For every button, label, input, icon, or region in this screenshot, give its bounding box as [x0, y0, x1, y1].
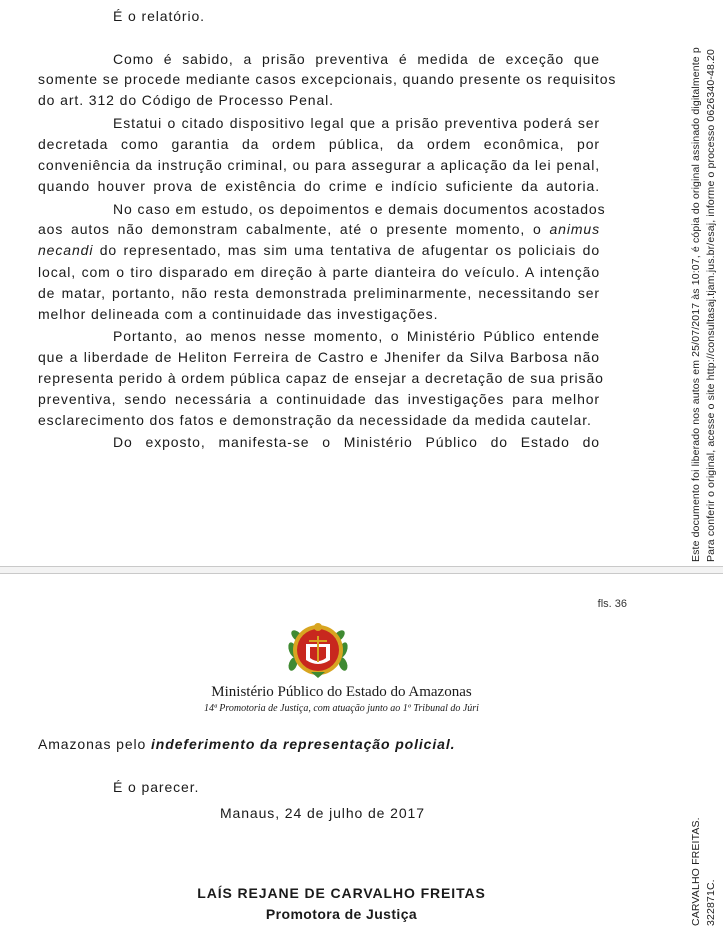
decision-text: indeferimento da representação policial. — [151, 736, 456, 752]
paragraph-4-line-2: que a liberdade de Heliton Ferreira de Castro e Jhenifer da Silva Barbosa não — [38, 349, 600, 365]
paragraph-3-line-2 — [38, 219, 600, 239]
page-number: fls. 36 — [597, 598, 627, 610]
paragraph-3-line-3 — [38, 240, 600, 260]
paragraph-2-line-3: conveniência da instrução criminal, ou para assegurar a aplicação da lei penal, — [38, 157, 600, 173]
paragraph-4-line-1: Portanto, ao menos nesse momento, o Ministério Público entende — [113, 328, 600, 344]
paragraph-3-line-5: de matar, portanto, não resta demonstrada preliminarmente, necessitando ser — [38, 285, 600, 301]
report-line: É o relatório. — [113, 8, 205, 24]
paragraph-5-line-1: Do exposto, manifesta-se o Ministério Público do Estado do — [113, 434, 600, 450]
ministerio-publico-logo — [283, 614, 353, 684]
digital-signature-stamp-2 — [683, 574, 723, 933]
paragraph-3-line-4: local, com o tiro disparado em direção à parte dianteira do veículo. A intenção — [38, 264, 600, 280]
stamp-line-1: Este documento foi liberado nos autos em 25/07/2017 às 10:07, é cópia do original assinado digitalmente p — [690, 47, 702, 562]
document-page-2 — [0, 574, 683, 933]
paragraph-3-line-2-text: aos autos não demonstram cabalmente, até o presente momento, o — [38, 221, 542, 237]
stamp-line-1: CARVALHO FREITAS. — [690, 817, 702, 926]
stamp-line-2: 322871C. — [705, 879, 717, 926]
paragraph-2-line-2: decretada como garantia da ordem pública, da ordem econômica, por — [38, 136, 600, 152]
paragraph-4-line-4: preventiva, sendo necessária a continuidade das investigações para melhor — [38, 391, 600, 407]
signer-role: Promotora de Justiça — [265, 906, 418, 922]
paragraph-3-line-1: No caso em estudo, os depoimentos e demais documentos acostados — [113, 201, 606, 217]
continuation-line — [38, 734, 455, 754]
page-separator — [0, 566, 723, 574]
paragraph-3-line-3-text: do representado, mas sim uma tentativa de afugentar os policiais do — [93, 242, 600, 258]
place-date: Manaus, 24 de julho de 2017 — [220, 805, 425, 821]
paragraph-4-line-5: esclarecimento dos fatos e demonstração da necessidade da medida cautelar. — [38, 412, 592, 428]
digital-signature-stamp — [683, 0, 723, 568]
continuation-text: Amazonas pelo — [38, 736, 151, 752]
org-subtitle: 14ª Promotoria de Justiça, com atuação junto ao 1º Tribunal do Júri — [204, 703, 479, 714]
paragraph-1-line-2: somente se procede mediante casos excepcionais, quando presente os requisitos — [38, 71, 617, 87]
parecer-line: É o parecer. — [113, 779, 200, 795]
signer-name: LAÍS REJANE DE CARVALHO FREITAS — [197, 885, 486, 901]
paragraph-4-line-3: representa perido à ordem pública capaz de ensejar a decretação de sua prisão — [38, 370, 604, 386]
paragraph-2-line-4: quando houver prova de existência do crime e indício suficiente da autoria. — [38, 178, 600, 194]
paragraph-2-line-1: Estatui o citado dispositivo legal que a prisão preventiva poderá ser — [113, 115, 600, 131]
latin-term: animus — [549, 221, 600, 237]
paragraph-1-line-3: do art. 312 do Código de Processo Penal. — [38, 92, 334, 108]
latin-term: necandi — [38, 242, 94, 258]
paragraph-1-line-1: Como é sabido, a prisão preventiva é medida de exceção que — [113, 51, 600, 67]
paragraph-3-line-6: melhor delineada com a continuidade das investigações. — [38, 306, 439, 322]
org-name: Ministério Público do Estado do Amazonas — [211, 684, 472, 700]
stamp-line-2: Para conferir o original, acesse o site http://consultasaj.tjam.jus.br/esaj, informe o processo 0626340-48.20 — [705, 48, 717, 562]
